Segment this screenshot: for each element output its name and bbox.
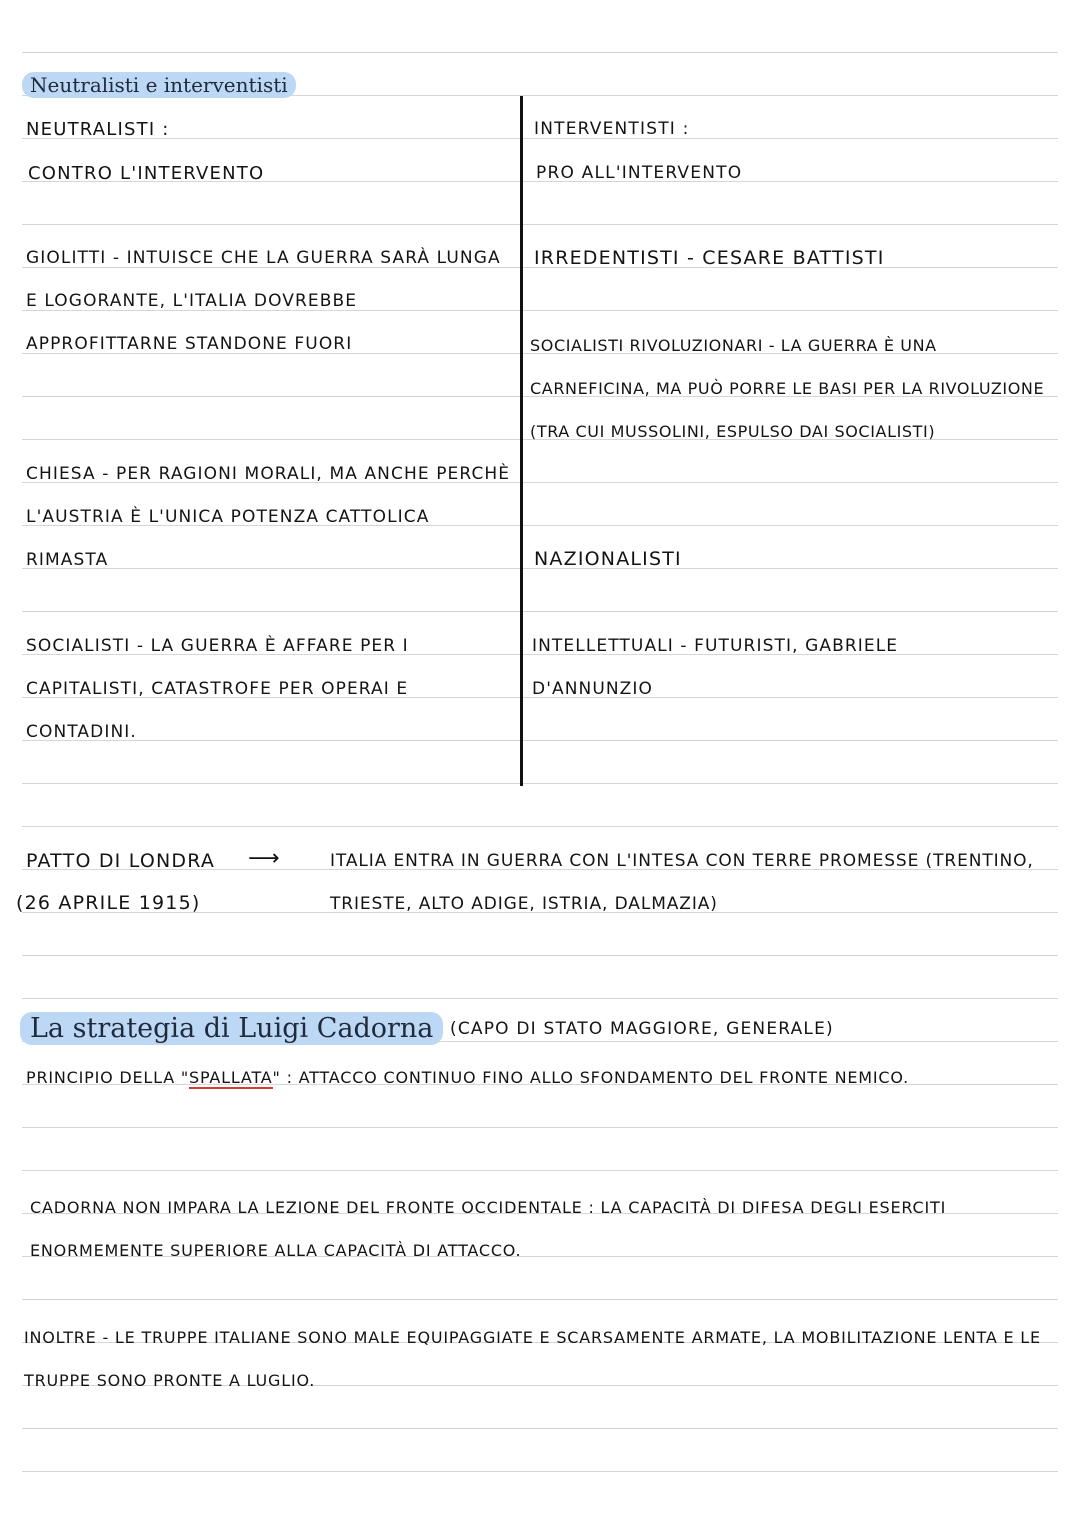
ruled-line [22,955,1058,956]
cadorna-title-note: (CAPO DI STATO MAGGIORE, GENERALE) [450,1019,834,1039]
intellettuali-note: INTELLETTUALI - FUTURISTI, GABRIELE D'ANNUNZIO [532,636,899,699]
ruled-line [22,1428,1058,1429]
ruled-line [22,826,1058,827]
inoltre-note: INOLTRE - LE TRUPPE ITALIANE SONO MALE EQUIPAGGIATE E SCARSAMENTE ARMATE, LA MOBILITAZIONE LENTA E LE TRUPPE SONO PRONTE A LUGLIO. [24,1328,1041,1390]
section-title-neutralisti: Neutralisti e interventisti [22,72,296,98]
socialisti-note: SOCIALISTI - LA GUERRA È AFFARE PER I CAPITALISTI, CATASTROFE PER OPERAI E CONTADINI. [26,636,409,742]
ruled-line [22,1127,1058,1128]
ruled-line [22,1299,1058,1300]
nazionalisti-note: NAZIONALISTI [534,548,682,570]
column-divider [520,96,523,786]
irredentisti-note: IRREDENTISTI - CESARE BATTISTI [534,247,885,269]
chiesa-note: CHIESA - PER RAGIONI MORALI, MA ANCHE PERCHÈ L'AUSTRIA È L'UNICA POTENZA CATTOLICA RIMASTA [26,464,511,570]
socialisti-rivoluzionari-note: SOCIALISTI RIVOLUZIONARI - LA GUERRA È UNA CARNEFICINA, MA PUÒ PORRE LE BASI PER LA RIVOLUZIONE (TRA CUI MUSSOLINI, ESPULSO DAI SOCIALISTI) [530,336,1045,441]
patto-date: (26 APRILE 1915) [16,892,201,914]
ruled-line [22,1170,1058,1171]
cadorna-lesson: CADORNA NON IMPARA LA LEZIONE DEL FRONTE OCCIDENTALE : LA CAPACITÀ DI DIFESA DEGLI ESERCITI ENORMEMENTE SUPERIORE ALLA CAPACITÀ DI ATTACCO. [30,1198,947,1260]
ruled-line [22,998,1058,999]
neutralisti-subheading: CONTRO L'INTERVENTO [28,163,265,184]
ruled-line [22,52,1058,53]
ruled-line [22,611,1058,612]
interventisti-subheading: PRO ALL'INTERVENTO [536,163,743,183]
spallata-prefix: PRINCIPIO DELLA " [26,1068,190,1087]
spallata-principle [26,1056,1056,1099]
patto-text: ITALIA ENTRA IN GUERRA CON L'INTESA CON TERRE PROMESSE (TRENTINO, TRIESTE, ALTO ADIGE, ISTRIA, DALMAZIA) [330,851,1034,914]
ruled-line [22,224,1058,225]
section-title-cadorna: La strategia di Luigi Cadorna [20,1012,443,1045]
giolitti-note: GIOLITTI - INTUISCE CHE LA GUERRA SARÀ LUNGA E LOGORANTE, L'ITALIA DOVREBBE APPROFITTARNE STANDONE FUORI [26,248,501,354]
spallata-word: SPALLATA [189,1068,273,1087]
neutralisti-heading: NEUTRALISTI : [26,119,170,140]
ruled-line [22,783,1058,784]
arrow-right-icon: ⟶ [248,846,280,871]
spallata-suffix: " : ATTACCO CONTINUO FINO ALLO SFONDAMENTO DEL FRONTE NEMICO. [272,1068,910,1087]
interventisti-heading: INTERVENTISTI : [534,119,690,139]
ruled-line [22,1471,1058,1472]
patto-label: PATTO DI LONDRA [26,850,216,872]
